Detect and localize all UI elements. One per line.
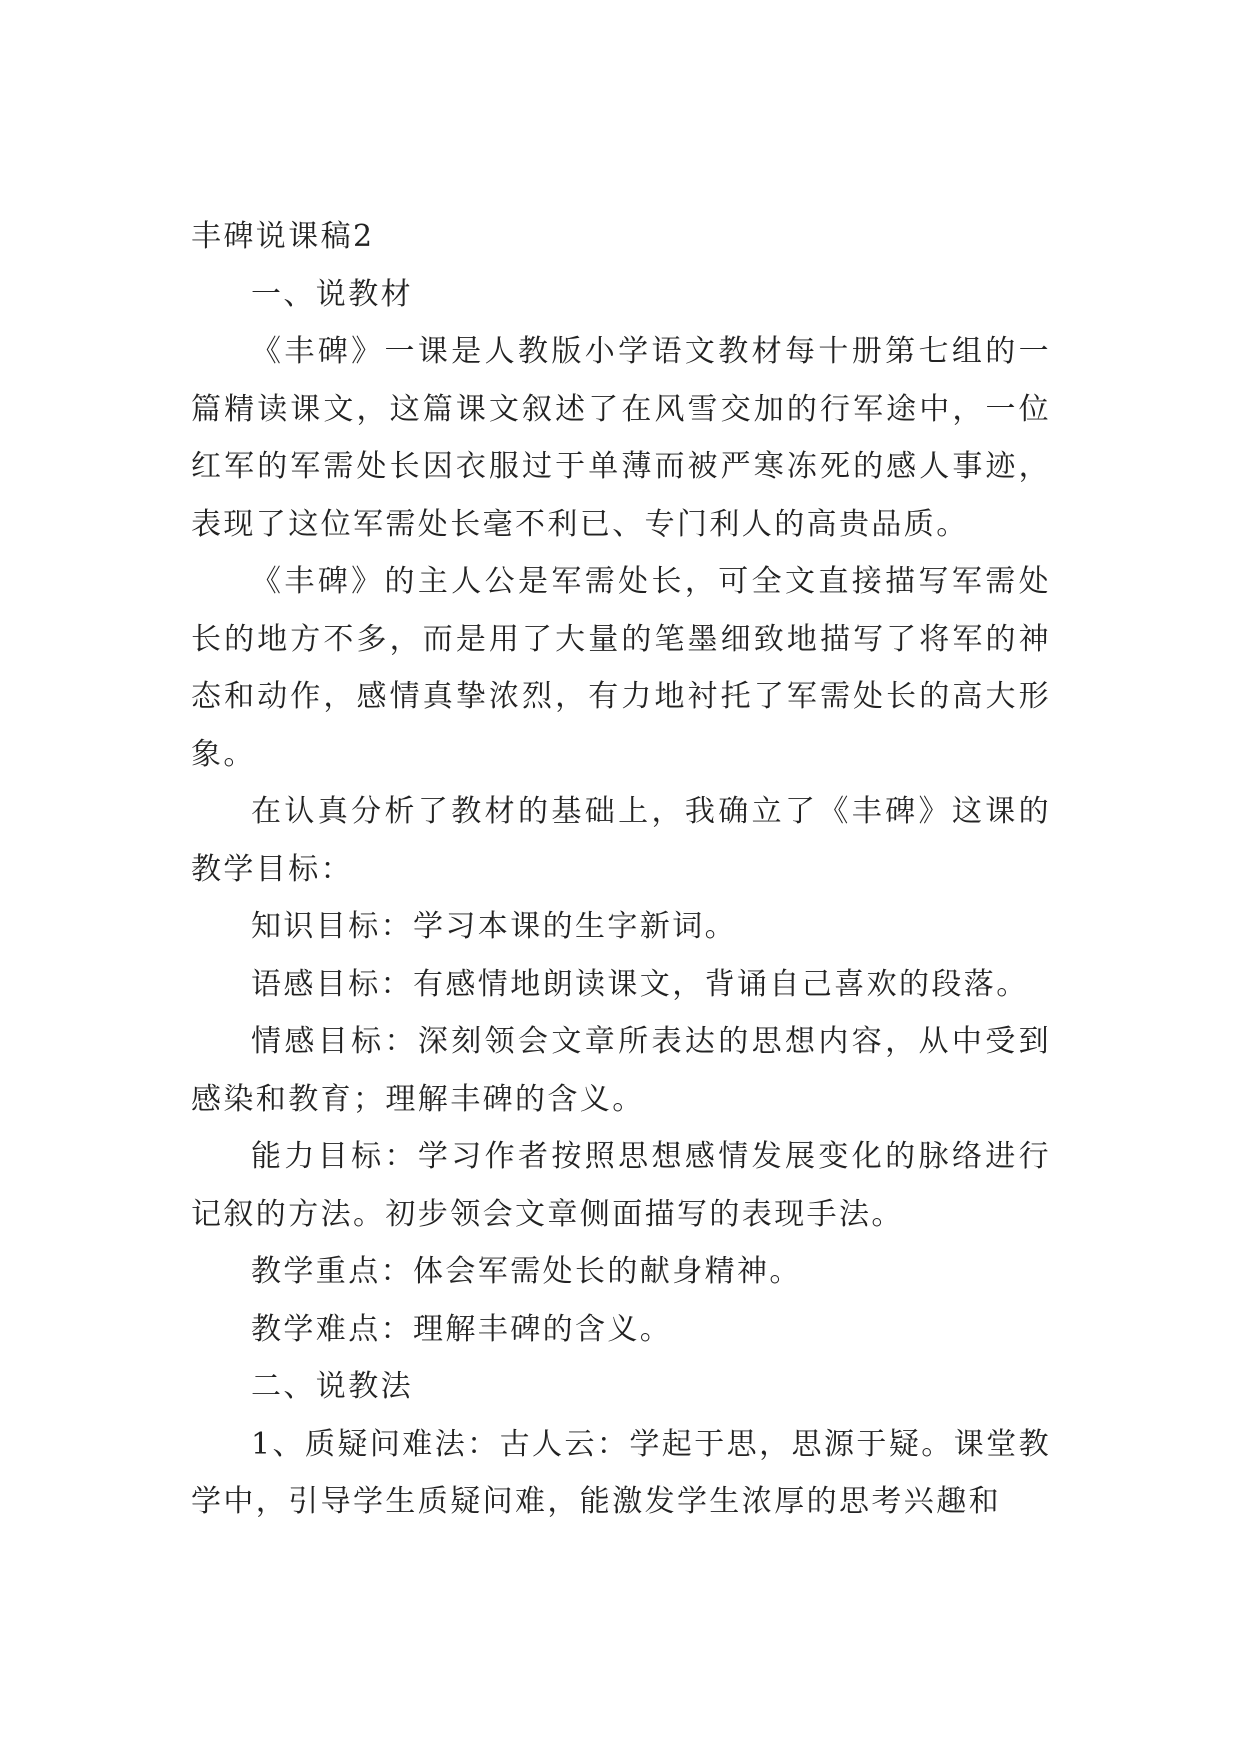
objective-language-sense: 语感目标：有感情地朗读课文，背诵自己喜欢的段落。 [251, 966, 1029, 1002]
paragraph: 《丰碑》的主人公是军需处长，可全文直接描写军需处长的地方不多，而是用了大量的笔墨细致地描写了将军的神态和动作，感情真挚浓烈，有力地衬托了军需处长的高大形象。 [191, 564, 1051, 772]
paragraph: 《丰碑》一课是人教版小学语文教材每十册第七组的一篇精读课文，这篇课文叙述了在风雪交加的行军途中，一位红军的军需处长因衣服过于单薄而被严寒冻死的感人事迹，表现了这位军需处长毫不利已、专门利人的高贵品质。 [191, 334, 1051, 542]
teaching-key-point: 教学重点：体会军需处长的献身精神。 [251, 1254, 802, 1289]
objective-knowledge: 知识目标：学习本课的生字新词。 [251, 909, 737, 944]
paragraph: 1、质疑问难法：古人云：学起于思，思源于疑。课堂教学中，引导学生质疑问难，能激发学生浓厚的思考兴趣和 [191, 1426, 1051, 1519]
paragraph: 在认真分析了教材的基础上，我确立了《丰碑》这课的教学目标： [191, 794, 1051, 887]
teaching-difficulty: 教学难点：理解丰碑的含义。 [251, 1311, 673, 1347]
objective-ability: 能力目标：学习作者按照思想感情发展变化的脉络进行记叙的方法。初步领会文章侧面描写的表现手法。 [191, 1139, 1051, 1232]
document-title: 丰碑说课稿2 [191, 219, 375, 254]
section-heading-teaching-material: 一、说教材 [251, 276, 413, 312]
document-body [191, 208, 1051, 1531]
section-heading-teaching-method: 二、说教法 [251, 1369, 413, 1404]
objective-emotion: 情感目标：深刻领会文章所表达的思想内容，从中受到感染和教育；理解丰碑的含义。 [191, 1024, 1051, 1117]
